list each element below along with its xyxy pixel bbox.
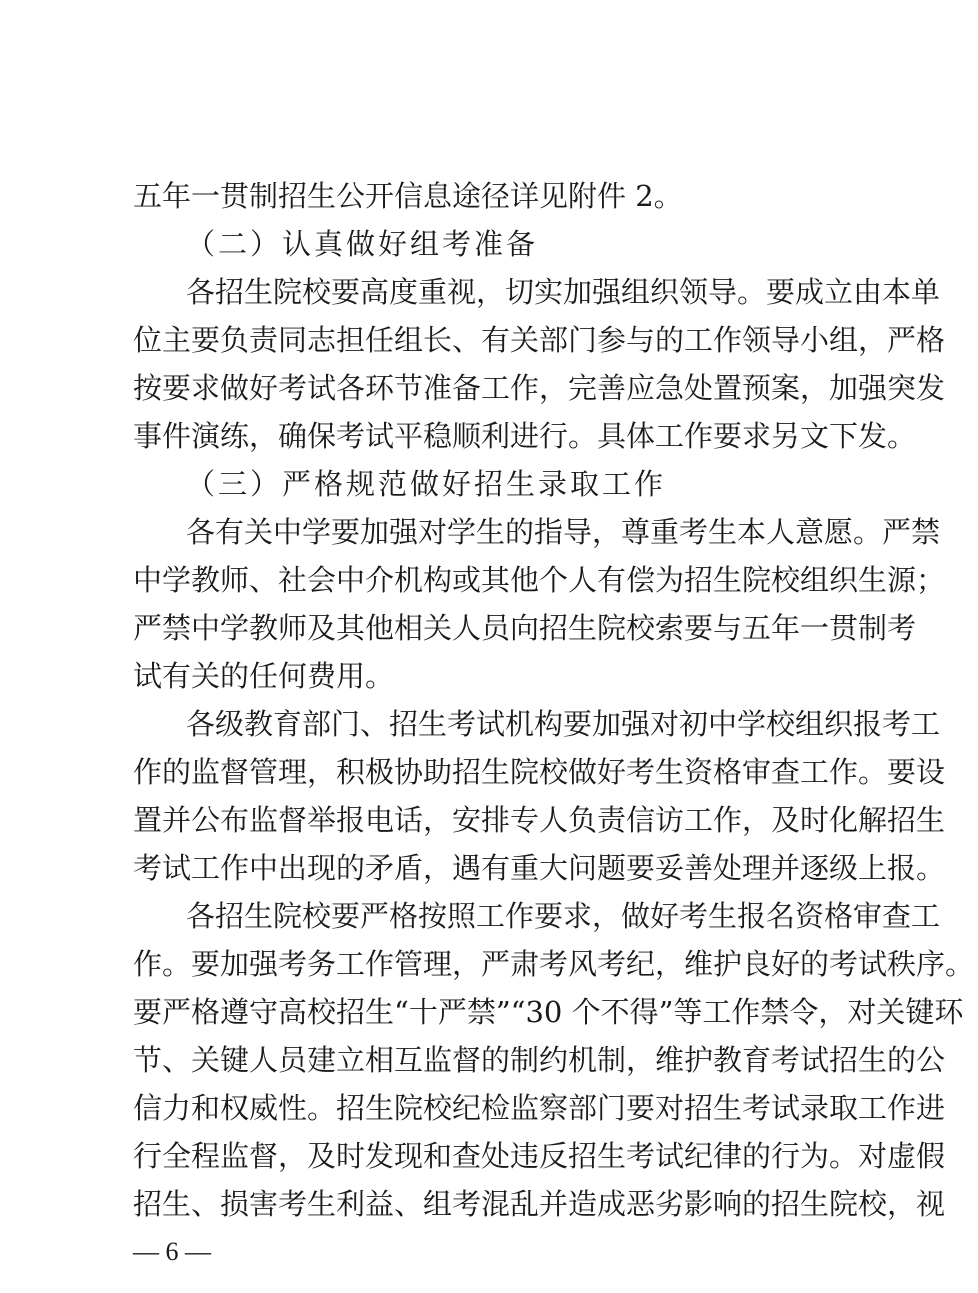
paragraph-line: 作的监督管理，积极协助招生院校做好考生资格审查工作。要设 [133,755,946,789]
paragraph-line: 招生、损害考生利益、组考混乱并造成恶劣影响的招生院校，视 [133,1187,946,1221]
paragraph-line: 试有关的任何费用。 [133,659,395,693]
paragraph-line: 严禁中学教师及其他相关人员向招生院校索要与五年一贯制考 [133,611,917,645]
paragraph-line: 行全程监督，及时发现和查处违反招生考试纪律的行为。对虚假 [133,1139,946,1173]
section-heading-2: （二）认真做好组考准备 [186,227,539,261]
paragraph-line: 节、关键人员建立相互监督的制约机制，维护教育考试招生的公 [133,1043,946,1077]
paragraph-line: 要严格遵守高校招生“十严禁”“30 个不得”等工作禁令，对关键环 [133,995,964,1029]
paragraph-line: 各招生院校要严格按照工作要求，做好考生报名资格审查工 [186,899,941,933]
paragraph-line: 考试工作中出现的矛盾，遇有重大问题要妥善处理并逐级上报。 [133,851,946,885]
paragraph-line: 各招生院校要高度重视，切实加强组织领导。要成立由本单 [186,275,941,309]
paragraph-line: 事件演练，确保考试平稳顺利进行。具体工作要求另文下发。 [133,419,917,453]
paragraph-line: 各级教育部门、招生考试机构要加强对初中学校组织报考工 [186,707,941,741]
page-number: — 6 — [133,1237,211,1266]
paragraph-line: 位主要负责同志担任组长、有关部门参与的工作领导小组，严格 [133,323,946,357]
paragraph-line: 按要求做好考试各环节准备工作，完善应急处置预案，加强突发 [133,371,946,405]
paragraph-line: 信力和权威性。招生院校纪检监察部门要对招生考试录取工作进 [133,1091,946,1125]
paragraph-line: 作。要加强考务工作管理，严肃考风考纪，维护良好的考试秩序。 [133,947,975,981]
section-heading-3: （三）严格规范做好招生录取工作 [186,467,667,501]
paragraph-line: 中学教师、社会中介机构或其他个人有偿为招生院校组织生源； [133,563,946,597]
paragraph-line: 各有关中学要加强对学生的指导，尊重考生本人意愿。严禁 [186,515,941,549]
paragraph-line: 置并公布监督举报电话，安排专人负责信访工作，及时化解招生 [133,803,946,837]
paragraph-line: 五年一贯制招生公开信息途径详见附件 2。 [133,179,683,213]
